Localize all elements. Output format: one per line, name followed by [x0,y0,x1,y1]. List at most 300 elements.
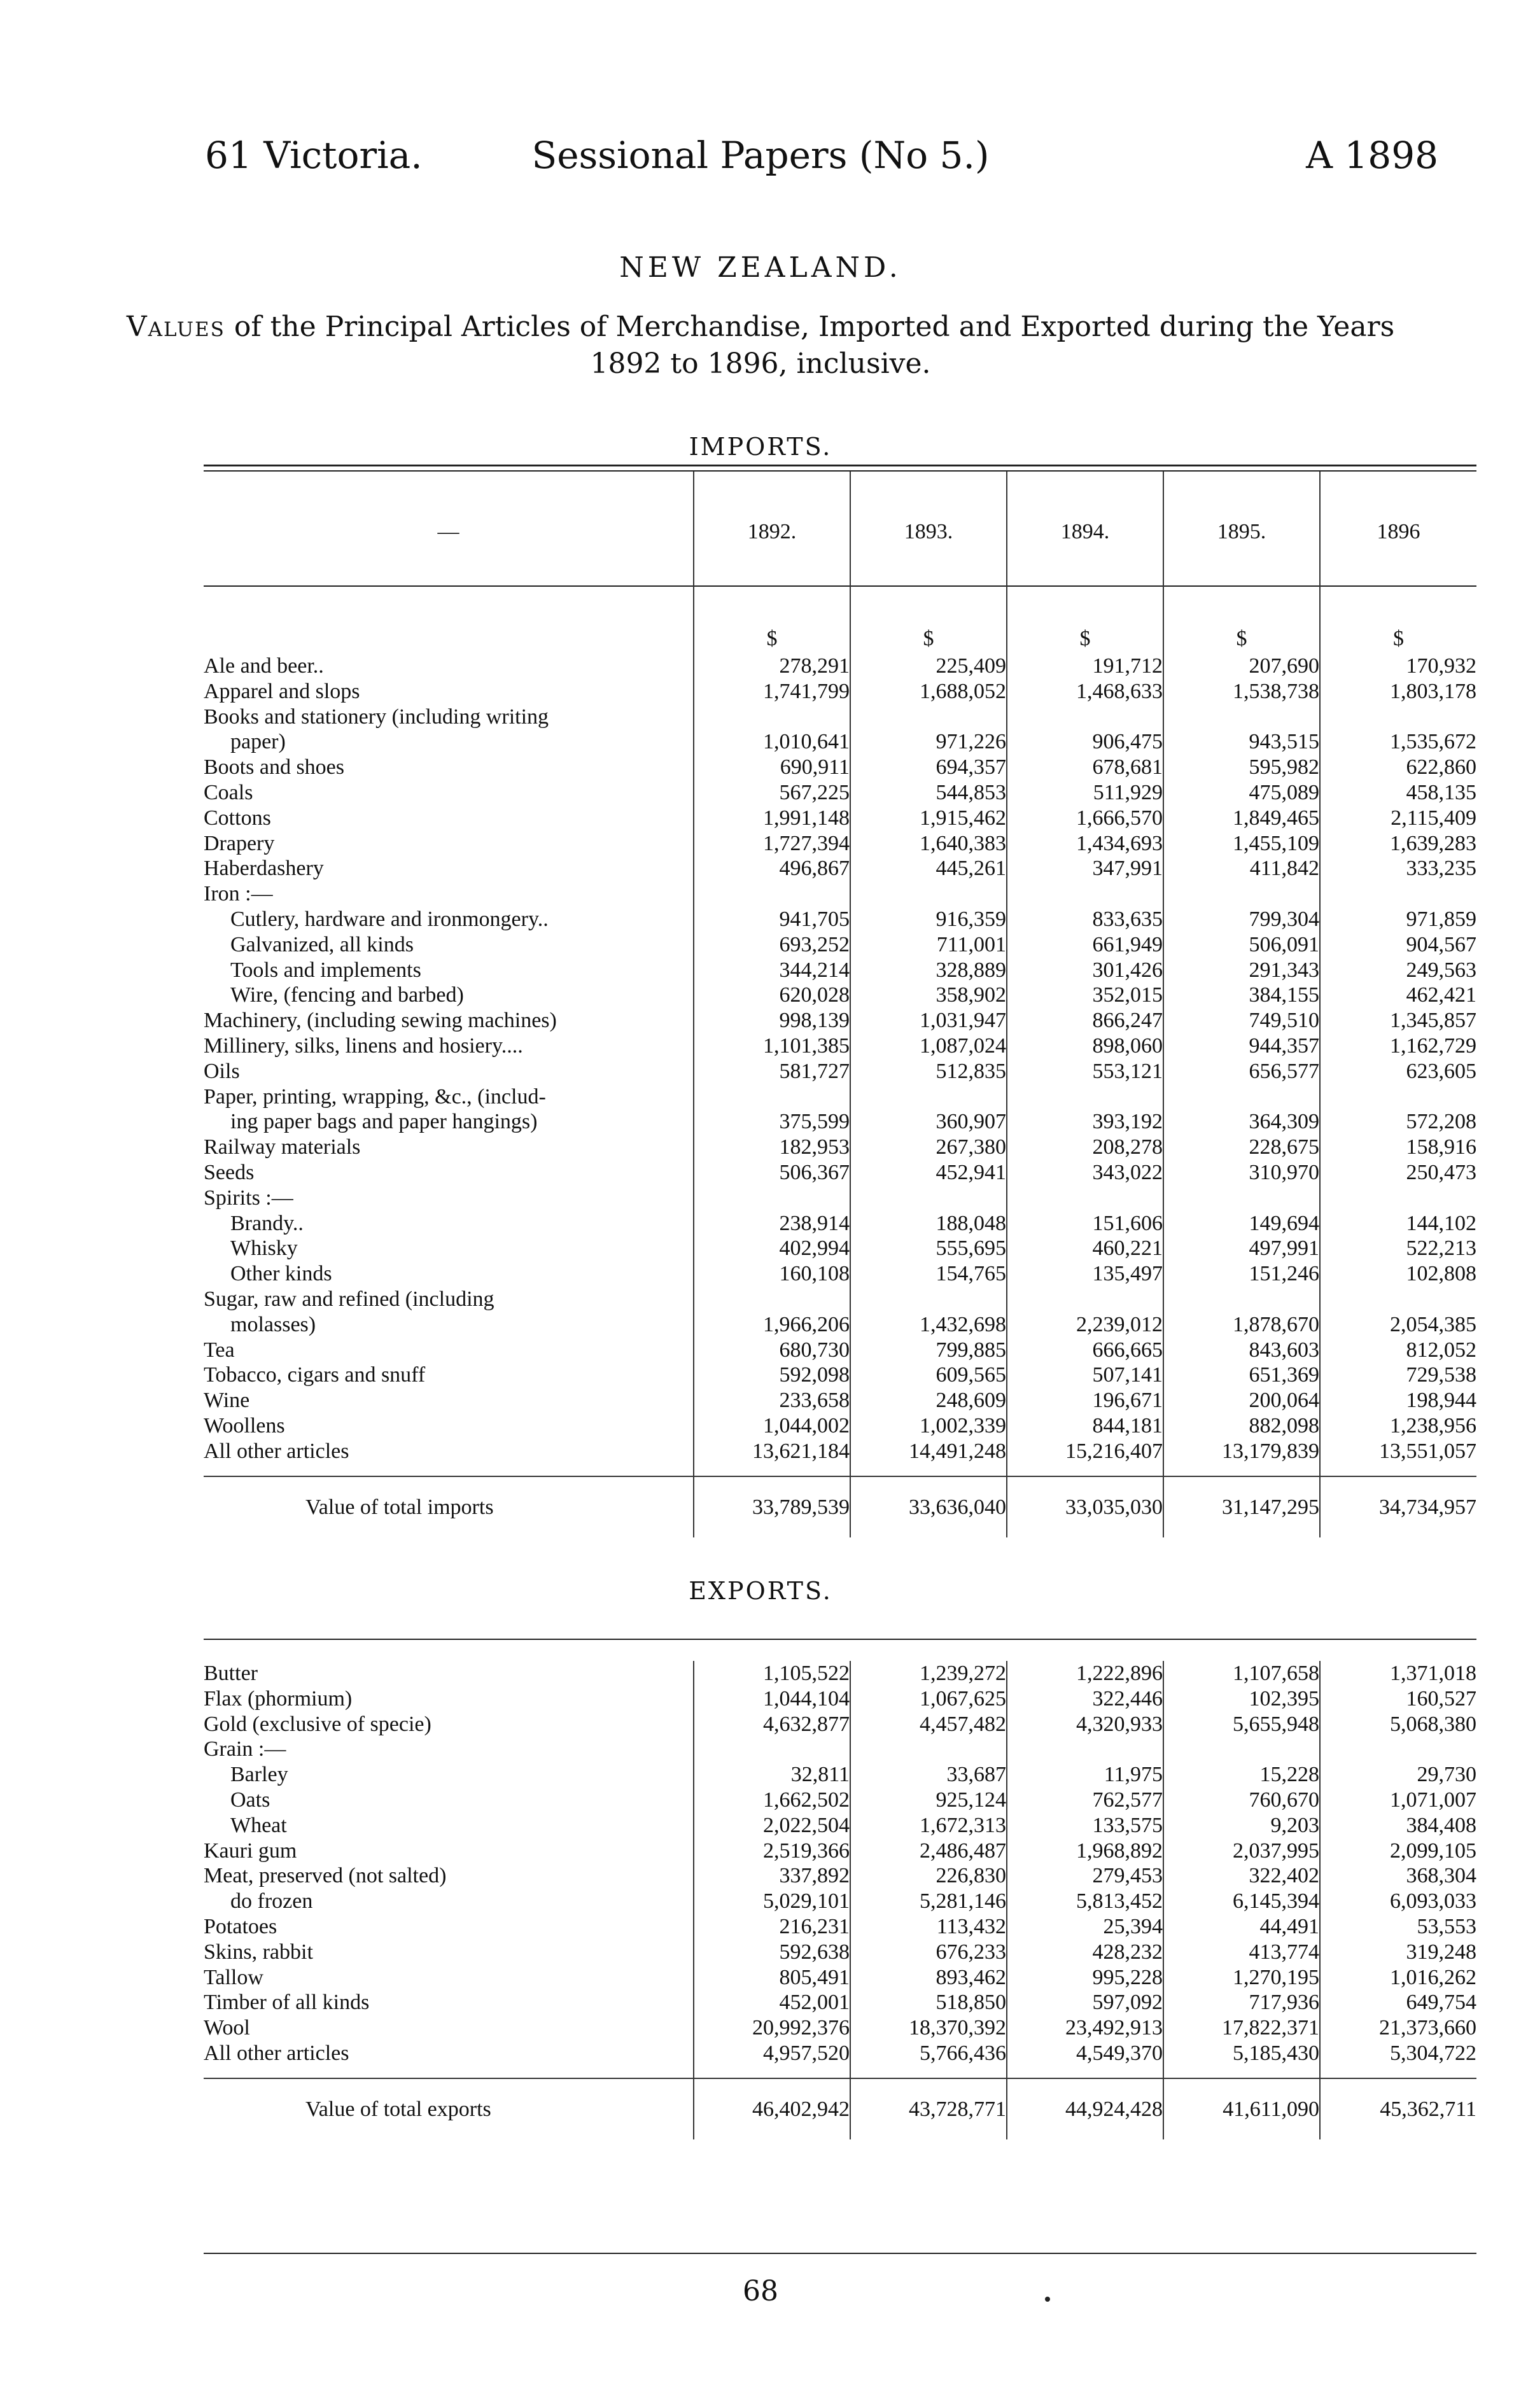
cell-value: 572,208 [1320,1109,1476,1135]
cell-value: 207,690 [1163,654,1320,679]
cell-value: 1,535,672 [1320,729,1476,755]
cell-value: 749,510 [1163,1008,1320,1033]
cell-value: 250,473 [1320,1160,1476,1186]
row-label: Meat, preserved (not salted) [204,1864,447,1888]
total-value: 31,147,295 [1163,1476,1320,1537]
cell-value [1163,1737,1320,1762]
header-papers: Sessional Papers (No 5.) [531,134,990,177]
cell-value: 216,231 [694,1914,850,1940]
cell-value: 5,068,380 [1320,1712,1476,1737]
cell-value [1007,1737,1163,1762]
row-label: Butter [204,1662,258,1685]
cell-value: 971,226 [850,729,1007,755]
cell-value: 225,409 [850,654,1007,679]
table-row [204,1135,1476,1160]
cell-value: 384,408 [1320,1813,1476,1838]
cell-value [1163,881,1320,907]
cell-value: 882,098 [1163,1413,1320,1439]
cell-value [850,1287,1007,1312]
cell-value: 2,519,366 [694,1838,850,1864]
cell-value: 249,563 [1320,958,1476,983]
cell-value: 198,944 [1320,1388,1476,1413]
cell-value: 904,567 [1320,932,1476,958]
cell-value: 971,859 [1320,907,1476,932]
table-row [204,1287,1476,1312]
table-row [204,1990,1476,2015]
cell-value [1007,1287,1163,1312]
cell-value [1007,1186,1163,1211]
row-label: Tallow [204,1965,263,1989]
row-label: Spirits :— [204,1186,293,1210]
table-row [204,1236,1476,1261]
row-label: Galvanized, all kinds [230,932,414,956]
cell-value: 1,878,670 [1163,1312,1320,1338]
cell-value: 238,914 [694,1211,850,1236]
cell-value: 233,658 [694,1388,850,1413]
table-row [204,1109,1476,1135]
table-row [204,729,1476,755]
row-label: Skins, rabbit [204,1940,313,1964]
currency-sign: $ [850,592,1007,654]
cell-value: 13,551,057 [1320,1439,1476,1464]
cell-value: 17,822,371 [1163,2015,1320,2041]
cell-value: 6,145,394 [1163,1889,1320,1914]
subtitle-rest: of the Principal Articles of Merchandise, Imported and Exported during the Years 1892 to 1896, inclusive. [225,311,1395,380]
row-label: Oats [230,1788,270,1812]
row-label: Drapery [204,831,275,855]
cell-value: 208,278 [1007,1135,1163,1160]
row-label: Tools and implements [230,958,421,982]
cell-value: 328,889 [850,958,1007,983]
rule [204,465,1476,466]
total-value: 41,611,090 [1163,2078,1320,2139]
cell-value: 511,929 [1007,780,1163,806]
row-label: Sugar, raw and refined (including [204,1287,494,1311]
cell-value: 6,093,033 [1320,1889,1476,1914]
cell-value [850,1084,1007,1110]
cell-value: 4,957,520 [694,2041,850,2066]
cell-value: 135,497 [1007,1261,1163,1287]
table-row [204,1788,1476,1813]
cell-value: 102,808 [1320,1261,1476,1287]
cell-value: 1,044,104 [694,1686,850,1712]
cell-value: 343,022 [1007,1160,1163,1186]
total-label: Value of total exports [204,2078,694,2139]
cell-value: 1,107,658 [1163,1661,1320,1686]
cell-value: 898,060 [1007,1033,1163,1059]
total-value: 43,728,771 [850,2078,1007,2139]
cell-value: 694,357 [850,755,1007,780]
cell-value [694,704,850,730]
table-row [204,1261,1476,1287]
cell-value: 518,850 [850,1990,1007,2015]
cell-value: 278,291 [694,654,850,679]
cell-value: 512,835 [850,1059,1007,1084]
cell-value: 1,468,633 [1007,679,1163,704]
cell-value: 676,233 [850,1940,1007,1965]
year-1896: 1896 [1320,472,1476,592]
cell-value: 151,606 [1007,1211,1163,1236]
cell-value: 4,320,933 [1007,1712,1163,1737]
cell-value: 680,730 [694,1338,850,1363]
cell-value: 13,621,184 [694,1439,850,1464]
cell-value: 2,115,409 [1320,806,1476,831]
header-session: 61 Victoria. [205,134,423,177]
cell-value: 717,936 [1163,1990,1320,2015]
cell-value: 4,632,877 [694,1712,850,1737]
cell-value: 160,527 [1320,1686,1476,1712]
cell-value: 18,370,392 [850,2015,1007,2041]
cell-value: 102,395 [1163,1686,1320,1712]
cell-value: 352,015 [1007,983,1163,1008]
cell-value [850,881,1007,907]
cell-value: 1,071,007 [1320,1788,1476,1813]
row-label: Tea [204,1338,235,1362]
cell-value: 279,453 [1007,1863,1163,1889]
subtitle-lead: Values [126,311,225,343]
cell-value: 1,067,625 [850,1686,1007,1712]
exports-heading: EXPORTS. [689,1577,832,1605]
cell-value: 1,345,857 [1320,1008,1476,1033]
cell-value: 1,662,502 [694,1788,850,1813]
cell-value: 609,565 [850,1362,1007,1388]
cell-value: 462,421 [1320,983,1476,1008]
table-row [204,755,1476,780]
cell-value: 1,031,947 [850,1008,1007,1033]
row-label: Wool [204,2016,250,2040]
cell-value: 248,609 [850,1388,1007,1413]
cell-value: 9,203 [1163,1813,1320,1838]
cell-value [1320,881,1476,907]
cell-value: 1,640,383 [850,831,1007,857]
row-label: Apparel and slops [204,679,360,703]
cell-value: 833,635 [1007,907,1163,932]
cell-value: 322,446 [1007,1686,1163,1712]
cell-value: 452,001 [694,1990,850,2015]
cell-value: 1,010,641 [694,729,850,755]
cell-value [694,1737,850,1762]
table-row [204,1863,1476,1889]
table-row [204,1362,1476,1388]
currency-sign: $ [1320,592,1476,654]
cell-value: 506,367 [694,1160,850,1186]
table-row [204,1084,1476,1110]
cell-value: 943,515 [1163,729,1320,755]
cell-value: 1,741,799 [694,679,850,704]
cell-value: 2,486,487 [850,1838,1007,1864]
exports-table [204,1661,1476,2139]
table-row [204,780,1476,806]
cell-value: 843,603 [1163,1338,1320,1363]
cell-value: 1,688,052 [850,679,1007,704]
cell-value: 916,359 [850,907,1007,932]
cell-value: 170,932 [1320,654,1476,679]
cell-value: 497,991 [1163,1236,1320,1261]
cell-value: 651,369 [1163,1362,1320,1388]
row-label: Woollens [204,1413,285,1438]
table-row [204,1813,1476,1838]
cell-value: 149,694 [1163,1211,1320,1236]
cell-value [1320,704,1476,730]
cell-value: 1,432,698 [850,1312,1007,1338]
table-row [204,1388,1476,1413]
cell-value [694,881,850,907]
cell-value: 452,941 [850,1160,1007,1186]
cell-value [850,1186,1007,1211]
year-1892: 1892. [694,472,850,592]
cell-value: 1,991,148 [694,806,850,831]
row-label: Timber of all kinds [204,1991,370,2015]
row-label: Barley [230,1763,288,1787]
total-value: 33,636,040 [850,1476,1007,1537]
cell-value: 592,098 [694,1362,850,1388]
cell-value [1007,881,1163,907]
cell-value: 1,666,570 [1007,806,1163,831]
row-label: Kauri gum [204,1838,297,1863]
row-label: Flax (phormium) [204,1686,353,1711]
table-row [204,1033,1476,1059]
cell-value: 29,730 [1320,1762,1476,1788]
cell-value: 393,192 [1007,1109,1163,1135]
table-row [204,1211,1476,1236]
cell-value: 678,681 [1007,755,1163,780]
cell-value [850,704,1007,730]
row-label: Gold (exclusive of specie) [204,1712,431,1736]
cell-value: 567,225 [694,780,850,806]
year-1894: 1894. [1007,472,1163,592]
currency-sign: $ [1163,592,1320,654]
table-row [204,1838,1476,1864]
cell-value: 191,712 [1007,654,1163,679]
cell-value: 226,830 [850,1863,1007,1889]
cell-value [1163,1287,1320,1312]
cell-value [1163,704,1320,730]
page-number: 68 [743,2275,778,2307]
cell-value: 661,949 [1007,932,1163,958]
cell-value: 301,426 [1007,958,1163,983]
cell-value: 445,261 [850,856,1007,881]
cell-value: 32,811 [694,1762,850,1788]
rule [204,2253,1476,2254]
row-label: Books and stationery (including writing [204,704,549,729]
table-row [204,1413,1476,1439]
cell-value: 133,575 [1007,1813,1163,1838]
cell-value: 11,975 [1007,1762,1163,1788]
cell-value: 944,357 [1163,1033,1320,1059]
cell-value: 592,638 [694,1940,850,1965]
cell-value: 649,754 [1320,1990,1476,2015]
cell-value: 925,124 [850,1788,1007,1813]
cell-value: 4,549,370 [1007,2041,1163,2066]
cell-value [1163,1186,1320,1211]
table-row [204,1661,1476,1686]
cell-value: 690,911 [694,755,850,780]
cell-value: 228,675 [1163,1135,1320,1160]
cell-value: 5,185,430 [1163,2041,1320,2066]
cell-value: 729,538 [1320,1362,1476,1388]
cell-value: 1,239,272 [850,1661,1007,1686]
cell-value [1320,1084,1476,1110]
cell-value [850,1737,1007,1762]
cell-value: 344,214 [694,958,850,983]
cell-value: 188,048 [850,1211,1007,1236]
table-row [204,1312,1476,1338]
cell-value: 1,915,462 [850,806,1007,831]
row-label: do frozen [230,1889,313,1914]
year-1895: 1895. [1163,472,1320,592]
row-label: All other articles [204,1439,349,1463]
cell-value [1163,1084,1320,1110]
cell-value [1007,1084,1163,1110]
cell-value: 1,803,178 [1320,679,1476,704]
cell-value: 1,101,385 [694,1033,850,1059]
cell-value: 322,402 [1163,1863,1320,1889]
cell-value: 267,380 [850,1135,1007,1160]
table-row [204,679,1476,704]
cell-value: 1,087,024 [850,1033,1007,1059]
currency-row [204,592,1476,654]
table-row [204,1439,1476,1464]
cell-value [1320,1737,1476,1762]
cell-value: 14,491,248 [850,1439,1007,1464]
table-row [204,1712,1476,1737]
row-label: Wire, (fencing and barbed) [230,983,464,1007]
cell-value: 496,867 [694,856,850,881]
row-label: Paper, printing, wrapping, &c., (includ- [204,1084,546,1109]
cell-value: 1,002,339 [850,1413,1007,1439]
cell-value: 5,281,146 [850,1889,1007,1914]
table-row [204,907,1476,932]
cell-value: 581,727 [694,1059,850,1084]
row-label: Ale and beer.. [204,654,324,678]
cell-value: 13,179,839 [1163,1439,1320,1464]
year-header-row [204,472,1476,592]
row-label: Tobacco, cigars and snuff [204,1363,426,1387]
cell-value: 291,343 [1163,958,1320,983]
stub-dash: — [437,520,459,543]
currency-sign: $ [1007,592,1163,654]
table-row [204,1186,1476,1211]
cell-value [1007,704,1163,730]
total-row [204,1476,1476,1537]
cell-value: 200,064 [1163,1388,1320,1413]
cell-value: 23,492,913 [1007,2015,1163,2041]
cell-value: 1,270,195 [1163,1965,1320,1991]
cell-value: 33,687 [850,1762,1007,1788]
cell-value: 158,916 [1320,1135,1476,1160]
cell-value: 5,304,722 [1320,2041,1476,2066]
cell-value: 384,155 [1163,983,1320,1008]
row-label: Machinery, (including sewing machines) [204,1009,557,1033]
total-value: 44,924,428 [1007,2078,1163,2139]
cell-value: 805,491 [694,1965,850,1991]
table-row [204,856,1476,881]
table-row [204,2015,1476,2041]
total-value: 33,789,539 [694,1476,850,1537]
cell-value: 2,239,012 [1007,1312,1163,1338]
cell-value: 906,475 [1007,729,1163,755]
cell-value: 337,892 [694,1863,850,1889]
cell-value: 5,029,101 [694,1889,850,1914]
cell-value: 360,907 [850,1109,1007,1135]
cell-value: 364,309 [1163,1109,1320,1135]
row-label: Cottons [204,806,271,830]
row-label: Brandy.. [230,1211,304,1235]
spacer-row [204,2066,1476,2078]
row-label: Coals [204,780,253,804]
cell-value: 2,037,995 [1163,1838,1320,1864]
table-subtitle [0,309,1521,382]
cell-value: 144,102 [1320,1211,1476,1236]
cell-value: 15,216,407 [1007,1439,1163,1464]
cell-value: 1,538,738 [1163,679,1320,704]
cell-value: 2,054,385 [1320,1312,1476,1338]
year-1893: 1893. [850,472,1007,592]
row-label: Whisky [230,1236,298,1261]
cell-value: 196,671 [1007,1388,1163,1413]
row-label: Millinery, silks, linens and hosiery.... [204,1033,523,1058]
ink-dot [1045,2297,1050,2302]
cell-value: 428,232 [1007,1940,1163,1965]
cell-value: 368,304 [1320,1863,1476,1889]
cell-value: 1,044,002 [694,1413,850,1439]
cell-value: 475,089 [1163,780,1320,806]
cell-value: 620,028 [694,983,850,1008]
row-label: ing paper bags and paper hangings) [230,1110,538,1134]
total-value: 46,402,942 [694,2078,850,2139]
cell-value: 866,247 [1007,1008,1163,1033]
cell-value: 319,248 [1320,1940,1476,1965]
cell-value: 347,991 [1007,856,1163,881]
cell-value: 358,902 [850,983,1007,1008]
row-label: Grain :— [204,1737,286,1761]
cell-value: 1,672,313 [850,1813,1007,1838]
table-row [204,831,1476,857]
cell-value: 25,394 [1007,1914,1163,1940]
cell-value: 154,765 [850,1261,1007,1287]
cell-value: 555,695 [850,1236,1007,1261]
cell-value: 458,135 [1320,780,1476,806]
table-row [204,983,1476,1008]
row-label: molasses) [230,1312,316,1336]
table-row [204,958,1476,983]
cell-value: 844,181 [1007,1413,1163,1439]
cell-value: 799,304 [1163,907,1320,932]
table-row [204,2041,1476,2066]
total-label: Value of total imports [204,1476,694,1537]
cell-value: 941,705 [694,907,850,932]
cell-value [1320,1186,1476,1211]
cell-value: 553,121 [1007,1059,1163,1084]
cell-value: 402,994 [694,1236,850,1261]
table-row [204,1762,1476,1788]
cell-value: 375,599 [694,1109,850,1135]
row-label: Oils [204,1059,240,1083]
table-row [204,1059,1476,1084]
cell-value: 995,228 [1007,1965,1163,1991]
cell-value: 1,966,206 [694,1312,850,1338]
cell-value: 413,774 [1163,1940,1320,1965]
table-row [204,881,1476,907]
cell-value: 595,982 [1163,755,1320,780]
cell-value: 15,228 [1163,1762,1320,1788]
table-row [204,1940,1476,1965]
cell-value: 544,853 [850,780,1007,806]
cell-value: 1,727,394 [694,831,850,857]
table-row [204,1686,1476,1712]
imports-heading: IMPORTS. [689,433,832,461]
cell-value: 1,371,018 [1320,1661,1476,1686]
